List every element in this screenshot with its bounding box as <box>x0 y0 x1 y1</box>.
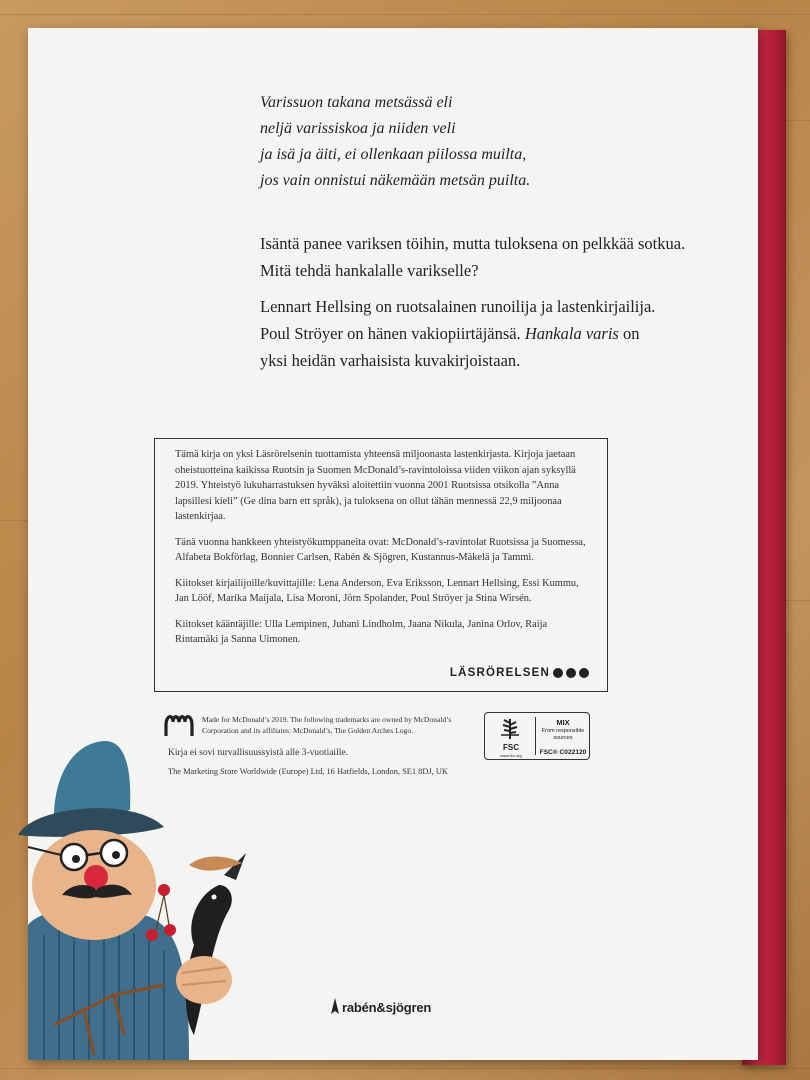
fsc-label <box>484 712 590 760</box>
description-paragraph-1 <box>260 230 685 284</box>
poem-line: jos vain onnistui näkemään metsän puilta. <box>260 172 531 189</box>
description-text: on <box>618 324 640 343</box>
poem-line: neljä varissiskoa ja niiden veli <box>260 120 456 137</box>
book-title: Hankala varis <box>524 324 619 343</box>
logo-dot <box>553 668 563 678</box>
fsc-code: FSC® C022120 <box>539 749 587 756</box>
publisher-mark-icon <box>330 998 340 1016</box>
info-paragraph: Kiitokset kääntäjille: Ulla Lempinen, Juhani Lindholm, Jaana Nikula, Janina Orlov, Raija Rintamäki ja Sanna Uimonen. <box>175 618 548 645</box>
info-paragraph: Tänä vuonna hankkeen yhteistyökumppaneita ovat: McDonald’s-ravintolat Ruotsissa ja Suomessa, Alfabeta Bokförlag, Bonnier Carlsen, Rabén & Sjögren, Kustannus-Mäkelä ja Tammi. <box>175 536 586 563</box>
publisher-logo <box>330 998 431 1016</box>
description-text: Poul Ströyer on hänen vakiopiirtäjänsä. <box>260 324 525 343</box>
poem-line: ja isä ja äiti, ei ollenkaan piilossa muilta, <box>260 146 527 163</box>
farmer-crow-illustration <box>14 735 254 1065</box>
company-address: The Marketing Store Worldwide (Europe) Ltd, 16 Hatfields, London, SE1 8DJ, UK <box>168 767 448 776</box>
info-box <box>154 438 608 692</box>
description-line: Mitä tehdä hankalalle varikselle? <box>260 261 479 280</box>
poem-line: Varissuon takana metsässä eli <box>260 94 453 111</box>
description-line: Lennart Hellsing on ruotsalainen runoilija ja lastenkirjailija. <box>260 297 656 316</box>
info-paragraph: Kiitokset kirjailijoille/kuvittajille: Lena Anderson, Eva Eriksson, Lennart Hellsing, Essi Kummu, Jan Lööf, Marika Maijala, Lisa Moroni, Jörn Spolander, Poul Ströyer ja Stina Wirsén. <box>175 577 579 604</box>
publisher-name: rabén&sjögren <box>342 999 432 1015</box>
fsc-label-text: FSC <box>503 743 519 752</box>
fsc-tree-icon <box>499 717 521 746</box>
lasrorelsen-logo <box>450 666 589 682</box>
fsc-url: www.fsc.org <box>500 753 522 758</box>
info-paragraph: Tämä kirja on yksi Läsrörelsenin tuottamista yhteensä miljoonasta lastenkirjasta. Kirjoja jaetaan oheistuotteina kaikissa Ruotsin ja Suomen McDonald’s-ravintoloissa viiden viikon ajan syksyllä 2019. Yhteistyö lukuharrastuksen hyväksi aloitettiin vuonna 2001 Ruotsissa otsikolla ”Anna lapsillesi kieli” (Ge dina barn ett språk), ja tuloksena on ollut tähän mennessä 22,9 miljoonaa lastenkirjaa. <box>175 449 576 522</box>
logo-dot <box>579 668 589 678</box>
description-line <box>260 320 655 347</box>
description-paragraph-2 <box>260 293 655 374</box>
logo-dot <box>566 668 576 678</box>
description-line: Isäntä panee variksen töihin, mutta tuloksena on pelkkää sotkua. <box>260 234 686 253</box>
age-warning: Kirja ei sovi turvallisuussyistä alle 3-vuotiaille. <box>168 748 348 758</box>
lasrorelsen-logo-text: LÄSRÖRELSEN <box>449 666 550 679</box>
poem <box>260 90 530 194</box>
mcdonalds-legal-text: Made for McDonald’s 2019. The following trademarks are owned by McDonald’s Corporation and its affiliates: McDonald’s, The Golden Arches Logo. <box>202 715 452 735</box>
fsc-mix: MIX <box>556 718 570 727</box>
description-line: yksi heidän varhaisista kuvakirjoistaan. <box>260 351 521 370</box>
fsc-from: From responsible sources <box>541 728 585 741</box>
fsc-divider <box>535 717 536 755</box>
